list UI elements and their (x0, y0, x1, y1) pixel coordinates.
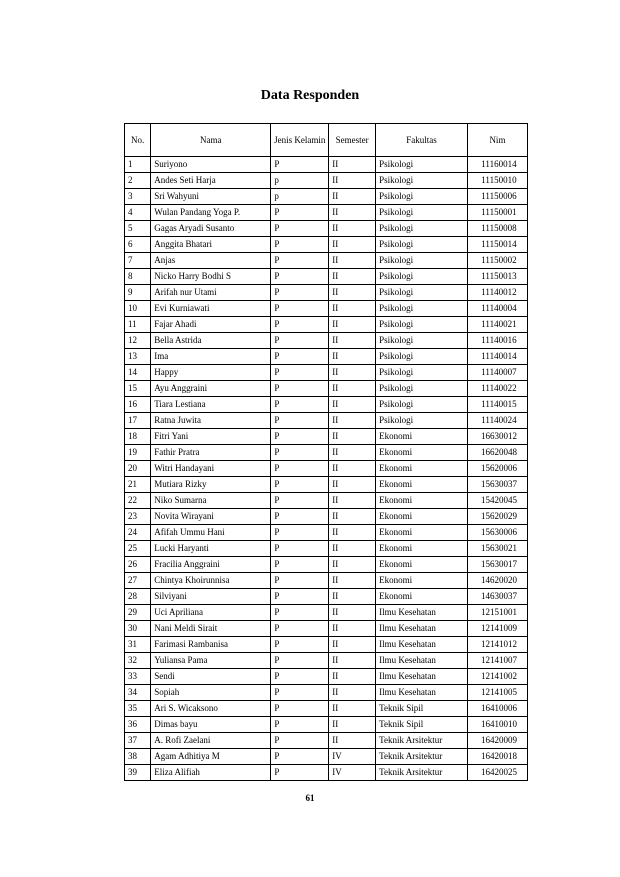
table-row (125, 477, 528, 493)
cell-no: 3 (125, 189, 151, 205)
cell-nim: 11160014 (467, 157, 527, 173)
cell-nim: 11150006 (467, 189, 527, 205)
table-row (125, 557, 528, 573)
cell-jenis-kelamin: P (271, 509, 329, 525)
table-row (125, 589, 528, 605)
cell-fakultas: Psikologi (376, 173, 468, 189)
cell-no: 2 (125, 173, 151, 189)
cell-nim: 12151001 (467, 605, 527, 621)
cell-fakultas: Ekonomi (376, 573, 468, 589)
cell-nama: Sendi (151, 669, 271, 685)
cell-nim: 12141007 (467, 653, 527, 669)
cell-semester: II (329, 301, 376, 317)
cell-jenis-kelamin: P (271, 717, 329, 733)
cell-no: 39 (125, 765, 151, 781)
cell-semester: II (329, 461, 376, 477)
cell-no: 6 (125, 237, 151, 253)
cell-fakultas: Psikologi (376, 333, 468, 349)
cell-nama: Wulan Pandang Yoga P. (151, 205, 271, 221)
table-row (125, 173, 528, 189)
cell-nim: 15630017 (467, 557, 527, 573)
cell-no: 35 (125, 701, 151, 717)
cell-semester: II (329, 365, 376, 381)
table-row (125, 717, 528, 733)
cell-nama: Dimas bayu (151, 717, 271, 733)
cell-nama: Suriyono (151, 157, 271, 173)
table-header-row (125, 124, 528, 157)
table-row (125, 269, 528, 285)
cell-fakultas: Psikologi (376, 365, 468, 381)
table-row (125, 621, 528, 637)
cell-nama: Ari S. Wicaksono (151, 701, 271, 717)
cell-jenis-kelamin: P (271, 365, 329, 381)
cell-nama: Fathir Pratra (151, 445, 271, 461)
cell-no: 31 (125, 637, 151, 653)
cell-no: 7 (125, 253, 151, 269)
cell-fakultas: Ekonomi (376, 477, 468, 493)
cell-nama: Silviyani (151, 589, 271, 605)
cell-jenis-kelamin: P (271, 749, 329, 765)
cell-no: 27 (125, 573, 151, 589)
header-nama: Nama (151, 124, 271, 157)
table-row (125, 493, 528, 509)
cell-jenis-kelamin: P (271, 669, 329, 685)
cell-semester: II (329, 605, 376, 621)
cell-semester: II (329, 621, 376, 637)
cell-nama: Yuliansa Pama (151, 653, 271, 669)
cell-jenis-kelamin: p (271, 173, 329, 189)
cell-fakultas: Psikologi (376, 269, 468, 285)
table-row (125, 637, 528, 653)
table-row (125, 605, 528, 621)
cell-semester: II (329, 685, 376, 701)
cell-no: 13 (125, 349, 151, 365)
cell-no: 4 (125, 205, 151, 221)
cell-jenis-kelamin: P (271, 653, 329, 669)
cell-semester: II (329, 701, 376, 717)
cell-jenis-kelamin: p (271, 189, 329, 205)
cell-semester: II (329, 573, 376, 589)
cell-jenis-kelamin: P (271, 157, 329, 173)
cell-nama: Nani Meldi Sirait (151, 621, 271, 637)
table-row (125, 349, 528, 365)
cell-nama: Agam Adhitiya M (151, 749, 271, 765)
page-number: 61 (305, 793, 315, 803)
cell-nama: Uci Apriliana (151, 605, 271, 621)
cell-nim: 16410006 (467, 701, 527, 717)
table-row (125, 653, 528, 669)
cell-semester: II (329, 717, 376, 733)
cell-fakultas: Ekonomi (376, 525, 468, 541)
cell-jenis-kelamin: P (271, 333, 329, 349)
cell-semester: II (329, 349, 376, 365)
table-row (125, 189, 528, 205)
cell-nama: Ratna Juwita (151, 413, 271, 429)
cell-nim: 12141002 (467, 669, 527, 685)
cell-nim: 15620006 (467, 461, 527, 477)
cell-nim: 12141005 (467, 685, 527, 701)
table-row (125, 541, 528, 557)
cell-nama: Farimasi Rambanisa (151, 637, 271, 653)
cell-jenis-kelamin: P (271, 349, 329, 365)
cell-nim: 11140004 (467, 301, 527, 317)
table-row (125, 685, 528, 701)
cell-semester: II (329, 253, 376, 269)
table-row (125, 509, 528, 525)
cell-jenis-kelamin: P (271, 253, 329, 269)
header-nim: Nim (467, 124, 527, 157)
cell-nim: 15420045 (467, 493, 527, 509)
cell-no: 33 (125, 669, 151, 685)
cell-jenis-kelamin: P (271, 525, 329, 541)
cell-semester: II (329, 669, 376, 685)
cell-no: 32 (125, 653, 151, 669)
cell-nama: Gagas Aryadi Susanto (151, 221, 271, 237)
cell-nama: Ima (151, 349, 271, 365)
cell-no: 19 (125, 445, 151, 461)
cell-nim: 16410010 (467, 717, 527, 733)
cell-jenis-kelamin: P (271, 557, 329, 573)
table-row (125, 749, 528, 765)
cell-semester: II (329, 525, 376, 541)
cell-jenis-kelamin: P (271, 461, 329, 477)
cell-jenis-kelamin: P (271, 381, 329, 397)
cell-nim: 16630012 (467, 429, 527, 445)
cell-semester: II (329, 205, 376, 221)
table-row (125, 317, 528, 333)
cell-nim: 15630021 (467, 541, 527, 557)
cell-fakultas: Teknik Arsitektur (376, 765, 468, 781)
cell-nama: Mutiara Rizky (151, 477, 271, 493)
cell-jenis-kelamin: P (271, 733, 329, 749)
cell-semester: II (329, 285, 376, 301)
cell-jenis-kelamin: P (271, 765, 329, 781)
cell-semester: II (329, 509, 376, 525)
cell-no: 15 (125, 381, 151, 397)
cell-jenis-kelamin: P (271, 205, 329, 221)
cell-nama: Andes Seti Harja (151, 173, 271, 189)
table-row (125, 157, 528, 173)
cell-jenis-kelamin: P (271, 429, 329, 445)
cell-nama: Anggita Bhatari (151, 237, 271, 253)
cell-nama: Sopiah (151, 685, 271, 701)
cell-jenis-kelamin: P (271, 685, 329, 701)
cell-fakultas: Teknik Arsitektur (376, 733, 468, 749)
cell-fakultas: Ilmu Kesehatan (376, 653, 468, 669)
cell-fakultas: Ilmu Kesehatan (376, 685, 468, 701)
cell-no: 8 (125, 269, 151, 285)
cell-semester: IV (329, 765, 376, 781)
cell-fakultas: Ekonomi (376, 445, 468, 461)
cell-nama: Fajar Ahadi (151, 317, 271, 333)
cell-nim: 11140016 (467, 333, 527, 349)
cell-no: 28 (125, 589, 151, 605)
cell-nama: Novita Wirayani (151, 509, 271, 525)
cell-jenis-kelamin: P (271, 445, 329, 461)
table-body (125, 157, 528, 781)
cell-fakultas: Ekonomi (376, 429, 468, 445)
cell-nim: 11150002 (467, 253, 527, 269)
cell-jenis-kelamin: P (271, 397, 329, 413)
cell-semester: II (329, 157, 376, 173)
cell-jenis-kelamin: P (271, 701, 329, 717)
cell-no: 25 (125, 541, 151, 557)
cell-no: 10 (125, 301, 151, 317)
cell-fakultas: Psikologi (376, 413, 468, 429)
cell-nim: 11140014 (467, 349, 527, 365)
cell-no: 1 (125, 157, 151, 173)
cell-no: 23 (125, 509, 151, 525)
cell-fakultas: Ilmu Kesehatan (376, 669, 468, 685)
cell-jenis-kelamin: P (271, 317, 329, 333)
cell-nama: Nicko Harry Bodhi S (151, 269, 271, 285)
cell-no: 22 (125, 493, 151, 509)
cell-jenis-kelamin: P (271, 477, 329, 493)
cell-jenis-kelamin: P (271, 621, 329, 637)
cell-semester: II (329, 429, 376, 445)
cell-semester: II (329, 637, 376, 653)
header-semester: Semester (329, 124, 376, 157)
cell-no: 34 (125, 685, 151, 701)
cell-fakultas: Psikologi (376, 205, 468, 221)
cell-no: 16 (125, 397, 151, 413)
cell-nim: 16420025 (467, 765, 527, 781)
cell-fakultas: Ekonomi (376, 557, 468, 573)
cell-nim: 14620020 (467, 573, 527, 589)
table-row (125, 461, 528, 477)
cell-fakultas: Psikologi (376, 253, 468, 269)
cell-nim: 12141009 (467, 621, 527, 637)
cell-jenis-kelamin: P (271, 589, 329, 605)
cell-nim: 12141012 (467, 637, 527, 653)
cell-nama: Ayu Anggraini (151, 381, 271, 397)
table-row (125, 237, 528, 253)
cell-fakultas: Psikologi (376, 237, 468, 253)
cell-nama: Sri Wahyuni (151, 189, 271, 205)
cell-nim: 11150001 (467, 205, 527, 221)
cell-nama: Fracilia Anggraini (151, 557, 271, 573)
cell-jenis-kelamin: P (271, 221, 329, 237)
cell-no: 9 (125, 285, 151, 301)
cell-nim: 11140021 (467, 317, 527, 333)
cell-fakultas: Psikologi (376, 157, 468, 173)
table-row (125, 765, 528, 781)
cell-fakultas: Psikologi (376, 189, 468, 205)
table-row (125, 333, 528, 349)
table-row (125, 413, 528, 429)
cell-no: 24 (125, 525, 151, 541)
cell-no: 26 (125, 557, 151, 573)
cell-semester: II (329, 557, 376, 573)
cell-no: 38 (125, 749, 151, 765)
cell-semester: II (329, 589, 376, 605)
table-row (125, 525, 528, 541)
header-fakultas: Fakultas (376, 124, 468, 157)
cell-nama: Witri Handayani (151, 461, 271, 477)
table-row (125, 381, 528, 397)
cell-semester: II (329, 445, 376, 461)
table-row (125, 701, 528, 717)
cell-semester: II (329, 333, 376, 349)
cell-fakultas: Teknik Sipil (376, 717, 468, 733)
page-title: Data Responden (260, 88, 360, 103)
cell-nama: A. Rofi Zaelani (151, 733, 271, 749)
cell-fakultas: Psikologi (376, 397, 468, 413)
header-no: No. (125, 124, 151, 157)
cell-nama: Afifah Ummu Hani (151, 525, 271, 541)
cell-no: 30 (125, 621, 151, 637)
cell-nim: 15630037 (467, 477, 527, 493)
cell-semester: IV (329, 749, 376, 765)
cell-semester: II (329, 477, 376, 493)
cell-nim: 16420018 (467, 749, 527, 765)
cell-nim: 11150008 (467, 221, 527, 237)
table-row (125, 445, 528, 461)
cell-no: 17 (125, 413, 151, 429)
cell-nim: 15620029 (467, 509, 527, 525)
cell-nama: Bella Astrida (151, 333, 271, 349)
table-row (125, 285, 528, 301)
cell-nim: 11140012 (467, 285, 527, 301)
cell-jenis-kelamin: P (271, 413, 329, 429)
cell-nim: 11140015 (467, 397, 527, 413)
cell-no: 36 (125, 717, 151, 733)
cell-fakultas: Ekonomi (376, 493, 468, 509)
cell-fakultas: Psikologi (376, 317, 468, 333)
cell-semester: II (329, 493, 376, 509)
cell-fakultas: Psikologi (376, 285, 468, 301)
cell-nama: Anjas (151, 253, 271, 269)
cell-nama: Chintya Khoirunnisa (151, 573, 271, 589)
cell-nim: 11150014 (467, 237, 527, 253)
cell-semester: II (329, 189, 376, 205)
cell-fakultas: Psikologi (376, 349, 468, 365)
cell-fakultas: Psikologi (376, 221, 468, 237)
cell-no: 18 (125, 429, 151, 445)
cell-nama: Happy (151, 365, 271, 381)
cell-fakultas: Ekonomi (376, 509, 468, 525)
cell-nama: Lucki Haryanti (151, 541, 271, 557)
cell-no: 29 (125, 605, 151, 621)
cell-nama: Fitri Yani (151, 429, 271, 445)
cell-fakultas: Ekonomi (376, 461, 468, 477)
table-row (125, 397, 528, 413)
header-jenis-kelamin: Jenis Kelamin (271, 124, 329, 157)
table-row (125, 221, 528, 237)
cell-jenis-kelamin: P (271, 573, 329, 589)
cell-semester: II (329, 541, 376, 557)
cell-semester: II (329, 733, 376, 749)
table-row (125, 429, 528, 445)
cell-semester: II (329, 237, 376, 253)
cell-fakultas: Teknik Sipil (376, 701, 468, 717)
cell-fakultas: Ekonomi (376, 541, 468, 557)
cell-no: 11 (125, 317, 151, 333)
cell-no: 12 (125, 333, 151, 349)
cell-nama: Arifah nur Utami (151, 285, 271, 301)
table-row (125, 573, 528, 589)
cell-jenis-kelamin: P (271, 637, 329, 653)
cell-semester: II (329, 653, 376, 669)
cell-fakultas: Teknik Arsitektur (376, 749, 468, 765)
cell-nama: Niko Sumarna (151, 493, 271, 509)
cell-nim: 11140024 (467, 413, 527, 429)
cell-nim: 11150013 (467, 269, 527, 285)
cell-jenis-kelamin: P (271, 301, 329, 317)
cell-nim: 16420009 (467, 733, 527, 749)
cell-semester: II (329, 173, 376, 189)
cell-nim: 11150010 (467, 173, 527, 189)
cell-jenis-kelamin: P (271, 269, 329, 285)
cell-jenis-kelamin: P (271, 493, 329, 509)
cell-nim: 15630006 (467, 525, 527, 541)
cell-semester: II (329, 269, 376, 285)
table-row (125, 253, 528, 269)
table-row (125, 205, 528, 221)
cell-no: 37 (125, 733, 151, 749)
cell-jenis-kelamin: P (271, 237, 329, 253)
cell-no: 5 (125, 221, 151, 237)
cell-semester: II (329, 381, 376, 397)
cell-fakultas: Ilmu Kesehatan (376, 605, 468, 621)
cell-nama: Evi Kurniawati (151, 301, 271, 317)
cell-nama: Tiara Lestiana (151, 397, 271, 413)
cell-semester: II (329, 221, 376, 237)
cell-nim: 11140007 (467, 365, 527, 381)
cell-nim: 11140022 (467, 381, 527, 397)
cell-no: 20 (125, 461, 151, 477)
table-row (125, 669, 528, 685)
cell-semester: II (329, 413, 376, 429)
table-row (125, 301, 528, 317)
respondent-table (124, 123, 528, 781)
cell-jenis-kelamin: P (271, 605, 329, 621)
cell-nama: Eliza Alifiah (151, 765, 271, 781)
cell-nim: 14630037 (467, 589, 527, 605)
cell-jenis-kelamin: P (271, 285, 329, 301)
cell-fakultas: Ilmu Kesehatan (376, 621, 468, 637)
cell-fakultas: Ekonomi (376, 589, 468, 605)
cell-jenis-kelamin: P (271, 541, 329, 557)
cell-no: 21 (125, 477, 151, 493)
cell-fakultas: Ilmu Kesehatan (376, 637, 468, 653)
cell-nim: 16620048 (467, 445, 527, 461)
cell-fakultas: Psikologi (376, 381, 468, 397)
cell-semester: II (329, 397, 376, 413)
table-row (125, 365, 528, 381)
table-row (125, 733, 528, 749)
cell-semester: II (329, 317, 376, 333)
cell-fakultas: Psikologi (376, 301, 468, 317)
cell-no: 14 (125, 365, 151, 381)
